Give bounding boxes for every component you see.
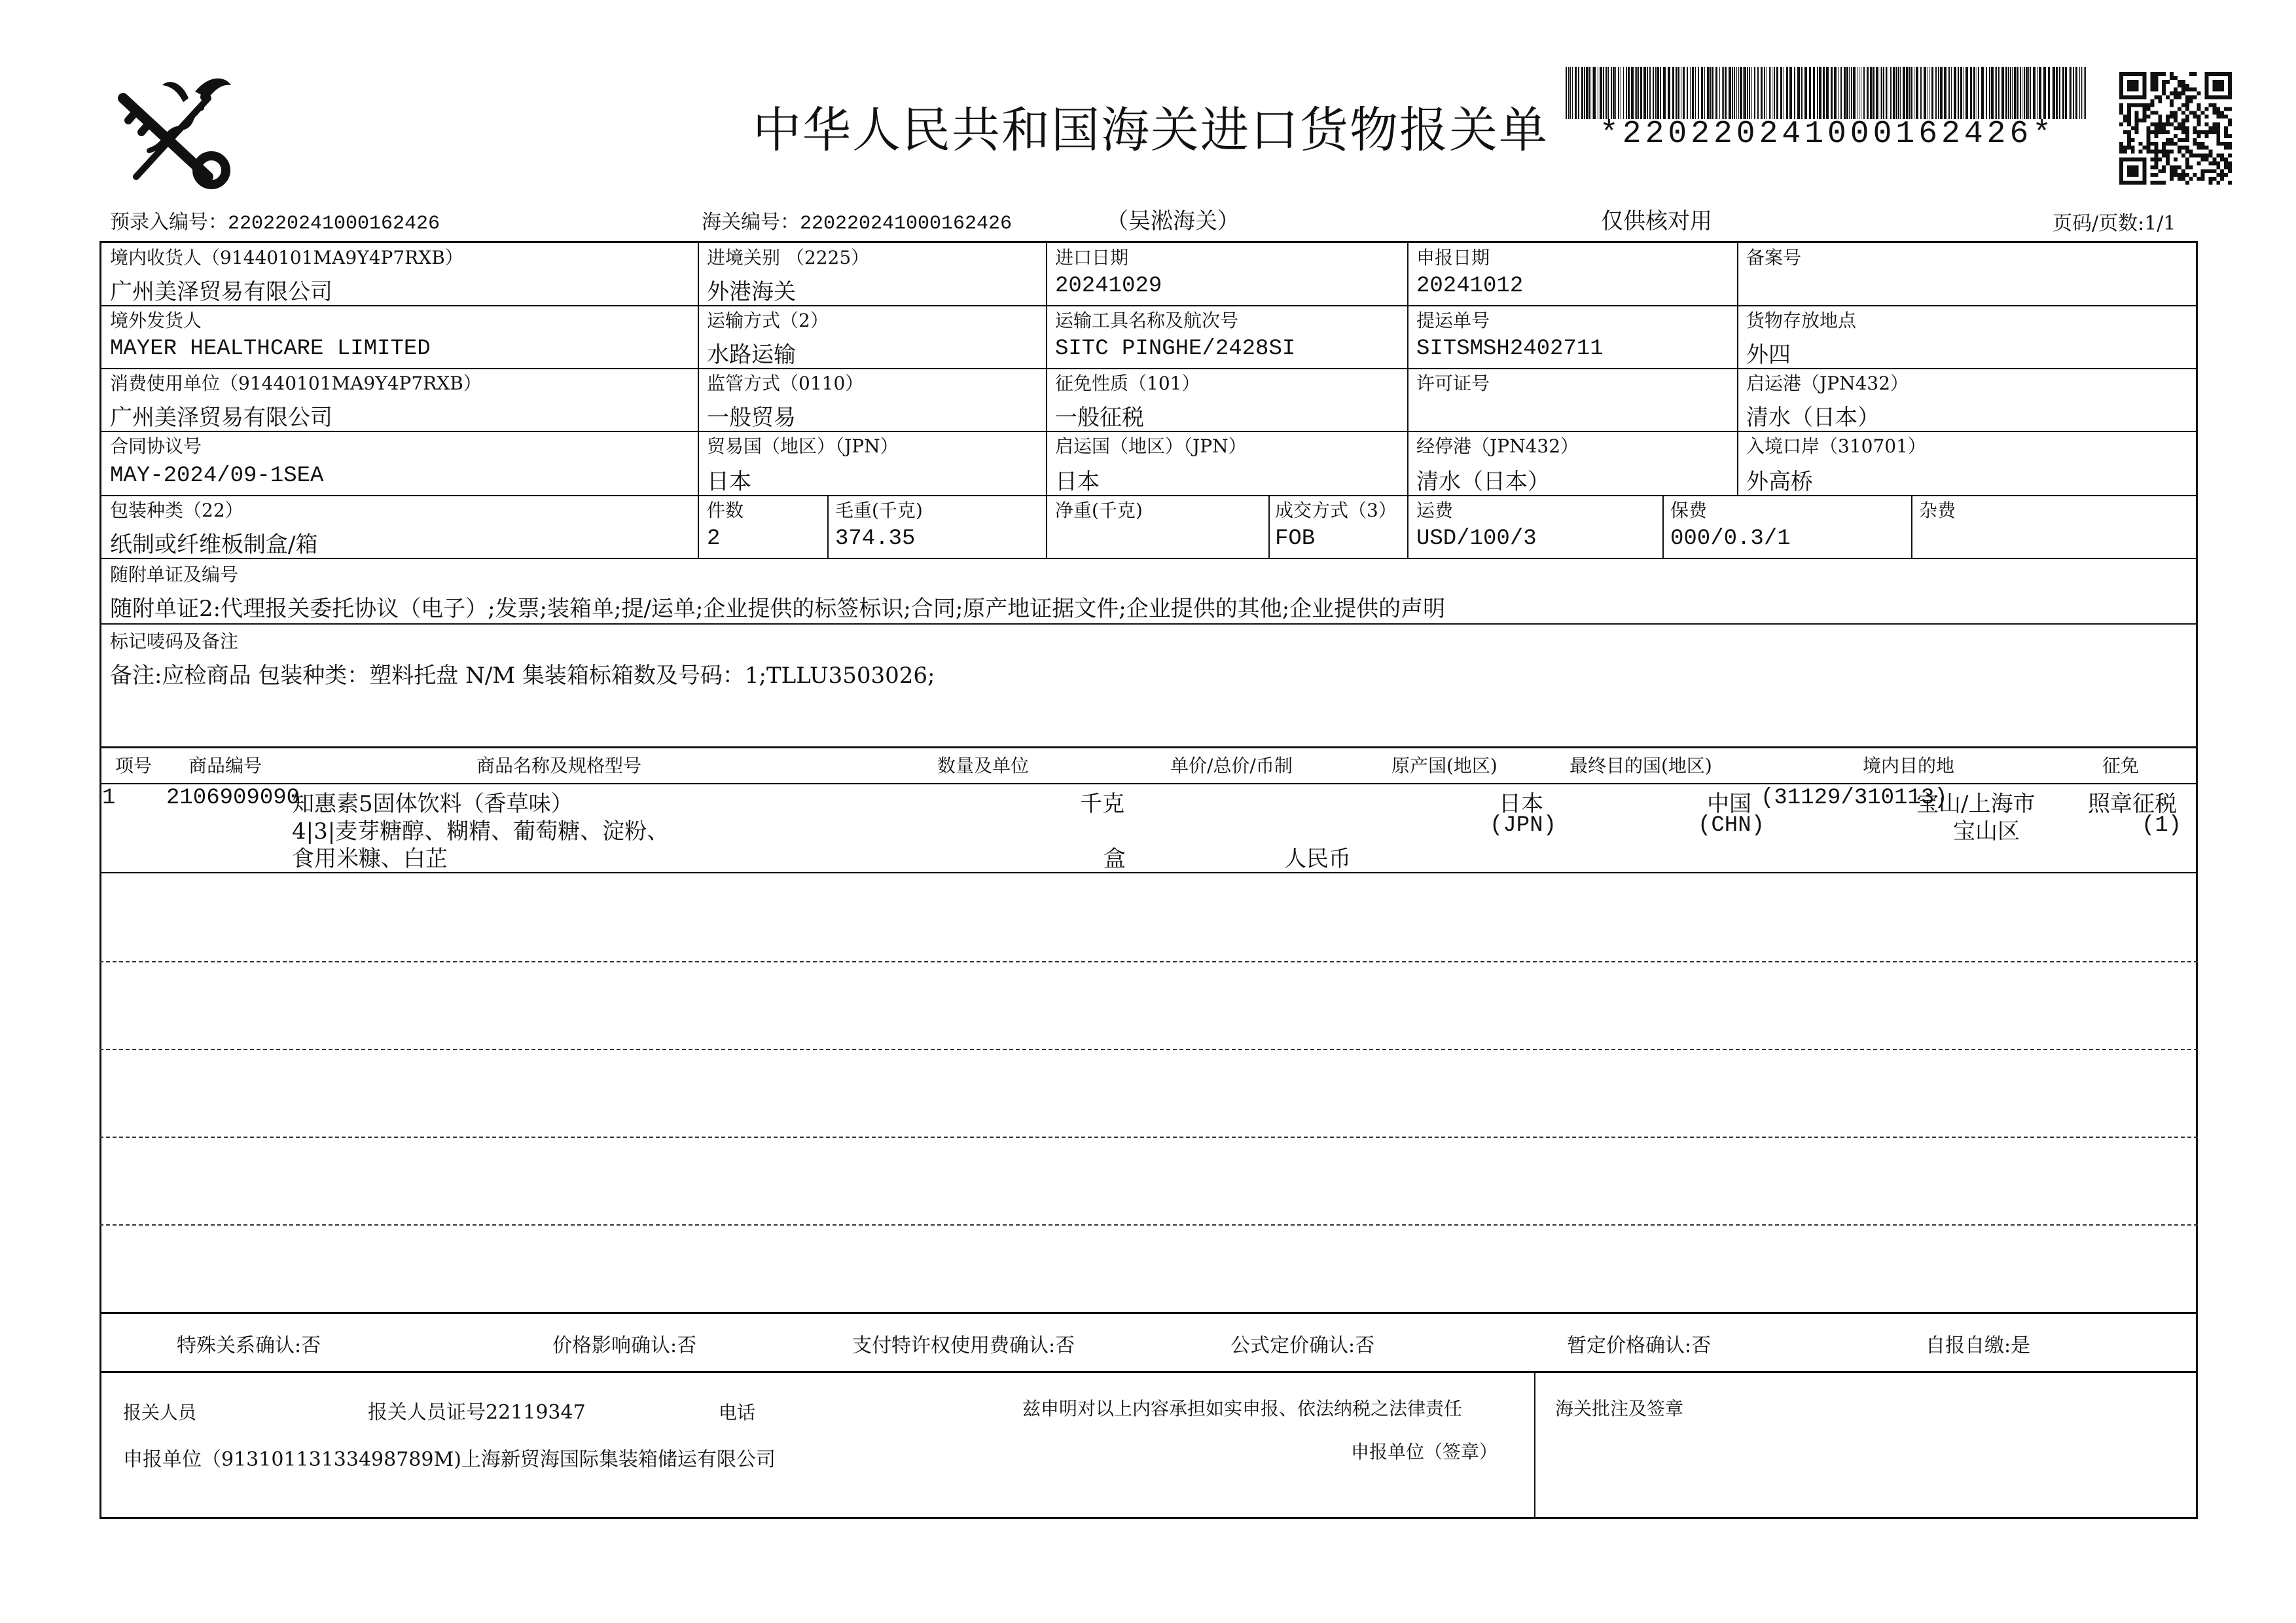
entry-point-value: 外高桥 [1746, 469, 1813, 495]
transit-port-label: 经停港（JPN432） [1416, 435, 1579, 457]
item-levy: 照章征税 [2088, 791, 2177, 817]
item-origin: 日本 [1499, 791, 1543, 817]
entry-port-value: 外港海关 [707, 279, 796, 305]
vessel-label: 运输工具名称及航次号 [1055, 310, 1239, 331]
trade-terms-label: 成交方式（3） [1275, 500, 1397, 521]
freight-label: 运费 [1416, 500, 1454, 521]
consignee-label: 境内收货人（91440101MA9Y4P7RXB） [110, 247, 463, 268]
bill-of-lading-label: 提运单号 [1416, 310, 1490, 331]
entry-point-label: 入境口岸（310701） [1746, 435, 1926, 457]
attached-docs-label: 随附单证及编号 [110, 564, 239, 585]
misc-fee-label: 杂费 [1919, 500, 1956, 521]
customs-emblem-icon [110, 72, 234, 190]
item-unit-box: 盒 [1103, 846, 1126, 872]
verify-note: 仅供核对用 [1601, 208, 1712, 234]
contract-no-label: 合同协议号 [110, 435, 202, 457]
contract-no-value: MAY-2024/09-1SEA [110, 464, 324, 488]
transit-port-value: 清水（日本） [1416, 469, 1550, 495]
item-domestic-district: 宝山区 [1953, 818, 2020, 845]
barcode-number: *220220241000162426* [1599, 117, 2056, 152]
gross-weight-value: 374.35 [835, 526, 916, 551]
goods-header-final-dest: 最终目的国(地区) [1570, 755, 1712, 776]
declare-date-label: 申报日期 [1416, 247, 1490, 268]
net-weight-label: 净重(千克) [1055, 500, 1143, 521]
item-no: 1 [102, 786, 116, 811]
item-unit-kg: 千克 [1080, 791, 1124, 817]
vessel-value: SITC PINGHE/2428SI [1055, 337, 1296, 361]
special-relation-confirm: 特殊关系确认:否 [177, 1334, 321, 1357]
levy-nature-label: 征免性质（101） [1055, 373, 1200, 394]
item-dest: 中国 [1707, 791, 1751, 817]
formula-price-confirm: 公式定价确认:否 [1230, 1334, 1375, 1357]
item-domestic-code: (31129/310113) [1761, 786, 1948, 811]
supervision-mode-label: 监管方式（0110） [707, 373, 864, 394]
declaring-unit: 申报单位（91310113133498789M)上海新贸海国际集装箱储运有限公司 [123, 1448, 776, 1471]
piece-count-value: 2 [707, 526, 721, 551]
piece-count-label: 件数 [707, 500, 744, 521]
goods-header-origin: 原产国(地区) [1391, 755, 1498, 776]
consumer-unit-value: 广州美泽贸易有限公司 [110, 405, 332, 431]
import-date-label: 进口日期 [1055, 247, 1129, 268]
self-report-confirm: 自报自缴:是 [1926, 1334, 2031, 1357]
package-type-label: 包装种类（22） [110, 500, 243, 521]
record-no-label: 备案号 [1746, 247, 1802, 268]
supervision-mode-value: 一般贸易 [707, 405, 796, 431]
price-influence-confirm: 价格影响确认:否 [552, 1334, 697, 1357]
freight-value: USD/100/3 [1416, 526, 1537, 551]
customs-approval-label: 海关批注及签章 [1555, 1398, 1684, 1419]
import-date-value: 20241029 [1055, 274, 1162, 299]
trade-country-label: 贸易国（地区）（JPN） [707, 435, 899, 457]
customs-number-label: 海关编号： [702, 211, 800, 234]
gross-weight-label: 毛重(千克) [835, 500, 923, 521]
pre-entry-number [110, 206, 440, 235]
trade-terms-value: FOB [1275, 526, 1316, 551]
marks-label: 标记唛码及备注 [110, 630, 239, 652]
qr-code-image [2119, 72, 2232, 185]
item-spec-line1: 4|3|麦芽糖醇、糊精、葡萄糖、淀粉、 [292, 818, 670, 845]
declaring-unit-seal: 申报单位（签章） [1351, 1441, 1498, 1463]
document-title: 中华人民共和国海关进口货物报关单 [753, 102, 1549, 158]
item-domestic-dest: 宝山/上海市 [1916, 791, 2036, 817]
royalty-confirm: 支付特许权使用费确认:否 [852, 1334, 1075, 1357]
barcode-image [1566, 67, 2089, 119]
page-indicator: 页码/页数:1/1 [2053, 212, 2176, 235]
item-dest-code: (CHN) [1698, 813, 1765, 838]
item-name: 知惠素5固体饮料（香草味） [292, 791, 573, 817]
storage-place-label: 货物存放地点 [1746, 310, 1857, 331]
storage-place-value: 外四 [1746, 342, 1791, 368]
goods-header-domestic-dest: 境内目的地 [1863, 755, 1955, 776]
departure-port-value: 清水（日本） [1746, 405, 1880, 431]
license-no-label: 许可证号 [1416, 373, 1490, 394]
departure-country-value: 日本 [1055, 469, 1100, 495]
provisional-price-confirm: 暂定价格确认:否 [1567, 1334, 1712, 1357]
item-origin-code: (JPN) [1490, 813, 1557, 838]
departure-country-label: 启运国（地区）（JPN） [1055, 435, 1247, 457]
phone-label: 电话 [719, 1402, 756, 1423]
customs-number-value: 220220241000162426 [800, 213, 1013, 235]
shipper-label: 境外发货人 [110, 310, 202, 331]
item-currency: 人民币 [1284, 846, 1351, 872]
trade-country-value: 日本 [707, 469, 751, 495]
declarant-label: 报关人员 [123, 1402, 197, 1423]
item-levy-code: (1) [2142, 813, 2182, 838]
package-type-value: 纸制或纤维板制盒/箱 [110, 532, 318, 558]
transport-mode-value: 水路运输 [707, 342, 796, 368]
attached-docs-value: 随附单证2:代理报关委托协议（电子）;发票;装箱单;提/运单;企业提供的标签标识;合同;原产地证据文件;企业提供的其他;企业提供的声明 [110, 596, 1446, 622]
transport-mode-label: 运输方式（2） [707, 310, 829, 331]
pre-entry-value: 220220241000162426 [228, 213, 440, 235]
item-code: 2106909090 [166, 786, 300, 811]
pre-entry-label: 预录入编号： [110, 211, 228, 234]
goods-header-name: 商品名称及规格型号 [476, 755, 642, 776]
insurance-label: 保费 [1670, 500, 1708, 521]
insurance-value: 000/0.3/1 [1670, 526, 1791, 551]
consignee-value: 广州美泽贸易有限公司 [110, 279, 332, 305]
goods-header-price: 单价/总价/币制 [1170, 755, 1293, 776]
entry-port-label: 进境关别 （2225） [707, 247, 870, 268]
customs-number [702, 206, 1012, 235]
goods-header-quantity: 数量及单位 [937, 755, 1030, 776]
consumer-unit-label: 消费使用单位（91440101MA9Y4P7RXB） [110, 373, 482, 394]
goods-header-code: 商品编号 [188, 755, 262, 776]
item-spec-line2: 食用米糠、白芷 [292, 846, 448, 872]
declare-date-value: 20241012 [1416, 274, 1524, 299]
goods-header-levy: 征免 [2102, 755, 2140, 776]
shipper-value: MAYER HEALTHCARE LIMITED [110, 337, 431, 361]
declarant-cert: 报关人员证号22119347 [368, 1401, 586, 1424]
customs-office: （吴淞海关） [1106, 208, 1240, 234]
goods-header-item-no: 项号 [115, 755, 152, 776]
departure-port-label: 启运港（JPN432） [1746, 373, 1909, 394]
declaration-statement: 兹申明对以上内容承担如实申报、依法纳税之法律责任 [1022, 1398, 1463, 1419]
levy-nature-value: 一般征税 [1055, 405, 1144, 431]
bill-of-lading-value: SITSMSH2402711 [1416, 337, 1604, 361]
marks-value: 备注:应检商品 包装种类：塑料托盘 N/M 集装箱标箱数及号码：1;TLLU3503026; [110, 663, 935, 689]
